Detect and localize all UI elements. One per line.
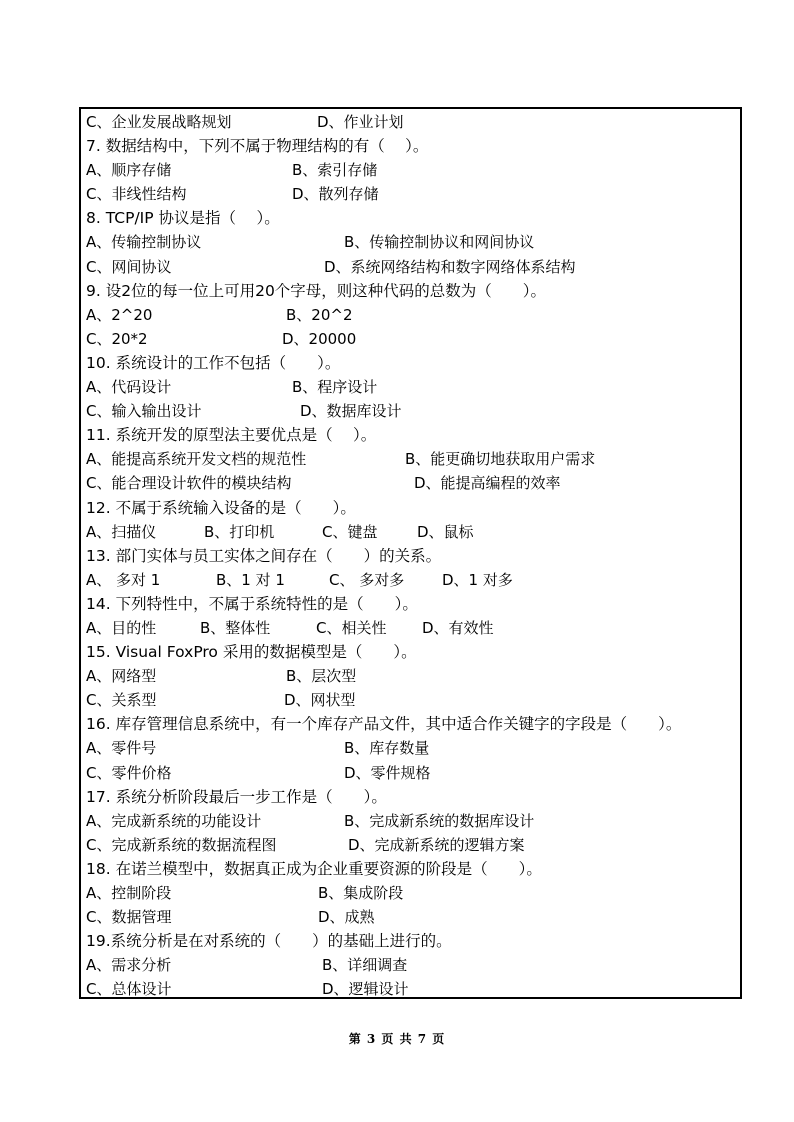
options-row — [86, 230, 736, 254]
answer-option: B、整体性 — [200, 618, 271, 637]
answer-option: D、成熟 — [318, 908, 375, 927]
answer-option: A、需求分析 — [86, 956, 172, 975]
answer-option: D、能提高编程的效率 — [414, 474, 561, 493]
answer-option: D、20000 — [282, 329, 357, 348]
question-text: 19.系统分析是在对系统的（ ）的基础上进行的。 — [86, 932, 452, 951]
answer-option: D、零件规格 — [344, 763, 431, 782]
answer-option: D、有效性 — [422, 618, 494, 637]
options-row — [86, 809, 736, 833]
question-text: 15. Visual FoxPro 采用的数据模型是（ ）。 — [86, 643, 417, 662]
answer-option: A、目的性 — [86, 618, 157, 637]
question-text: 16. 库存管理信息系统中，有一个库存产品文件，其中适合作关键字的字段是（ ）。 — [86, 715, 682, 734]
answer-option: A、扫描仪 — [86, 522, 157, 541]
question-text: 10. 系统设计的工作不包括（ ）。 — [86, 353, 341, 372]
answer-option: C、零件价格 — [86, 763, 172, 782]
answer-option: C、20*2 — [86, 329, 148, 348]
answer-option: D、完成新系统的逻辑方案 — [348, 835, 525, 854]
options-row — [86, 158, 736, 182]
answer-option: A、顺序存储 — [86, 161, 172, 180]
answer-option: C、数据管理 — [86, 908, 172, 927]
answer-option: A、代码设计 — [86, 378, 172, 397]
answer-option: D、逻辑设计 — [322, 980, 409, 999]
answer-option: C、关系型 — [86, 691, 157, 710]
answer-option: A、控制阶段 — [86, 884, 172, 902]
answer-option: B、完成新系统的数据库设计 — [344, 811, 535, 830]
answer-option: A、 多对 1 — [86, 570, 161, 589]
options-row — [86, 110, 736, 134]
answer-option: A、零件号 — [86, 739, 157, 758]
options-row — [86, 688, 736, 712]
options-row — [86, 255, 736, 279]
options-row — [86, 761, 736, 785]
answer-option: D、系统网络结构和数字网络体系结构 — [324, 257, 576, 276]
answer-option: D、作业计划 — [317, 113, 404, 131]
answer-option: B、程序设计 — [292, 378, 378, 397]
question-text: 18. 在诺兰模型中，数据真正成为企业重要资源的阶段是（ ）。 — [86, 859, 542, 878]
options-row — [86, 905, 736, 929]
page-footer: 第 3 页 共 7 页 — [348, 1032, 446, 1046]
options-row — [86, 182, 736, 206]
question-text: 13. 部门实体与员工实体之间存在（ ）的关系。 — [86, 546, 442, 565]
answer-option: A、2^20 — [86, 305, 153, 324]
question-text: 12. 不属于系统输入设备的是（ ）。 — [86, 498, 356, 517]
answer-option: C、非线性结构 — [86, 185, 187, 204]
question-text: 8. TCP/IP 协议是指（ ）。 — [86, 209, 280, 228]
options-row — [86, 664, 736, 688]
question-text: 11. 系统开发的原型法主要优点是（ ）。 — [86, 426, 377, 445]
options-row — [86, 881, 736, 905]
question-list — [86, 110, 736, 1001]
answer-option: A、能提高系统开发文档的规范性 — [86, 450, 307, 469]
answer-option: C、网间协议 — [86, 257, 172, 276]
answer-option: C、相关性 — [316, 618, 387, 637]
answer-option: B、20^2 — [286, 305, 353, 324]
options-row — [86, 399, 736, 423]
options-row — [86, 447, 736, 471]
answer-option: D、网状型 — [284, 691, 356, 710]
answer-option: C、能合理设计软件的模块结构 — [86, 474, 292, 493]
answer-option: D、鼠标 — [417, 522, 474, 541]
answer-option: D、数据库设计 — [300, 402, 402, 421]
answer-option: C、输入输出设计 — [86, 402, 202, 421]
answer-option: D、1 对多 — [442, 570, 513, 589]
answer-option: C、 多对多 — [329, 570, 405, 589]
answer-option: B、集成阶段 — [318, 884, 404, 902]
question-text: 14. 下列特性中，不属于系统特性的是（ ）。 — [86, 594, 418, 613]
question-text: 17. 系统分析阶段最后一步工作是（ ）。 — [86, 787, 387, 806]
options-row — [86, 977, 736, 1001]
answer-option: B、1 对 1 — [216, 570, 285, 589]
options-row — [86, 568, 736, 592]
options-row — [86, 520, 736, 544]
options-row — [86, 616, 736, 640]
options-row — [86, 303, 736, 327]
options-row — [86, 833, 736, 857]
options-row — [86, 471, 736, 495]
answer-option: B、能更确切地获取用户需求 — [405, 450, 596, 469]
answer-option: A、完成新系统的功能设计 — [86, 811, 262, 830]
answer-option: C、完成新系统的数据流程图 — [86, 835, 277, 854]
options-row — [86, 953, 736, 977]
options-row — [86, 327, 736, 351]
answer-option: B、索引存储 — [292, 161, 378, 180]
answer-option: C、总体设计 — [86, 980, 172, 999]
answer-option: A、网络型 — [86, 667, 157, 686]
question-text: 9. 设2位的每一位上可用20个字母，则这种代码的总数为（ ）。 — [86, 281, 547, 300]
answer-option: B、传输控制协议和网间协议 — [344, 233, 535, 252]
question-text: 7. 数据结构中，下列不属于物理结构的有（ ）。 — [86, 137, 429, 156]
answer-option: B、库存数量 — [344, 739, 430, 758]
answer-option: B、打印机 — [204, 522, 275, 541]
options-row — [86, 736, 736, 760]
answer-option: B、层次型 — [286, 667, 357, 686]
answer-option: B、详细调查 — [322, 956, 408, 975]
answer-option: C、企业发展战略规划 — [86, 113, 232, 131]
options-row — [86, 375, 736, 399]
answer-option: D、散列存储 — [292, 185, 379, 204]
answer-option: A、传输控制协议 — [86, 233, 202, 252]
answer-option: C、键盘 — [322, 522, 378, 541]
